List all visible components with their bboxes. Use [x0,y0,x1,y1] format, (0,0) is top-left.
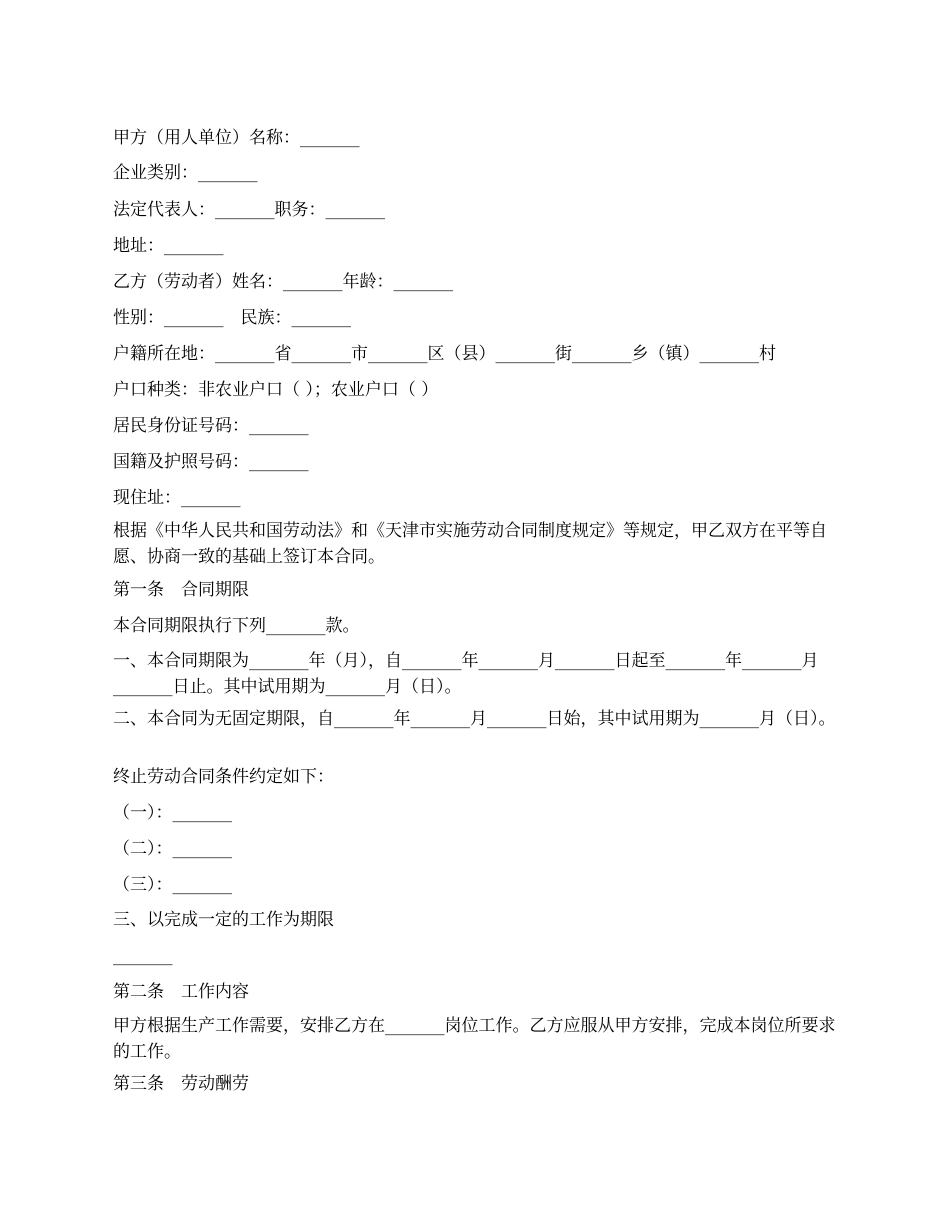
open-term-paragraph: 二、本合同为无固定期限，自_______年_______月_______日始，其中试用期为_______月（日）。 [113,709,836,729]
termination-conditions-line: 终止劳动合同条件约定如下： [113,767,334,787]
fixed-term-paragraph: 一、本合同期限为_______年（月），自_______年_______月_______日起至_______年_______月_______日止。其中试用期为_______月（日）。 [113,651,819,697]
enterprise-type-line: 企业类别：_______ [113,163,258,183]
work-content-paragraph: 甲方根据生产工作需要，安排乙方在_______岗位工作。乙方应服从甲方安排，完成本岗位所要求的工作。 [113,1016,836,1062]
condition-3-line: （三）：_______ [113,875,232,895]
article-2-heading: 第二条 工作内容 [113,982,249,1002]
current-address-line: 现住址：_______ [113,488,241,508]
article-3-heading: 第三条 劳动酬劳 [113,1074,249,1094]
article-1-heading: 第一条 合同期限 [113,580,249,600]
condition-2-line: （二）：_______ [113,839,232,859]
gender-ethnicity-line: 性别：_______ 民族：_______ [113,308,351,328]
address-line: 地址：_______ [113,236,224,256]
condition-1-line: （一）：_______ [113,803,232,823]
task-term-line: 三、以完成一定的工作为期限 [113,910,334,930]
employer-name-line: 甲方（用人单位）名称：_______ [113,128,360,148]
nationality-passport-line: 国籍及护照号码：_______ [113,452,309,472]
id-number-line: 居民身份证号码：_______ [113,416,309,436]
task-blank-line: _______ [113,946,173,966]
legal-representative-line: 法定代表人：_______职务：_______ [113,200,385,220]
household-registration-line: 户籍所在地：_______省_______市_______区（县）_______街_______乡（镇）_______村 [113,344,776,364]
employee-name-age-line: 乙方（劳动者）姓名：_______年龄：_______ [113,272,453,292]
term-selection-line: 本合同期限执行下列_______款。 [113,616,360,636]
preamble-paragraph: 根据《中华人民共和国劳动法》和《天津市实施劳动合同制度规定》等规定，甲乙双方在平等自愿、协商一致的基础上签订本合同。 [113,521,827,567]
household-type-line: 户口种类：非农业户口（ ）；农业户口（ ） [113,380,439,400]
